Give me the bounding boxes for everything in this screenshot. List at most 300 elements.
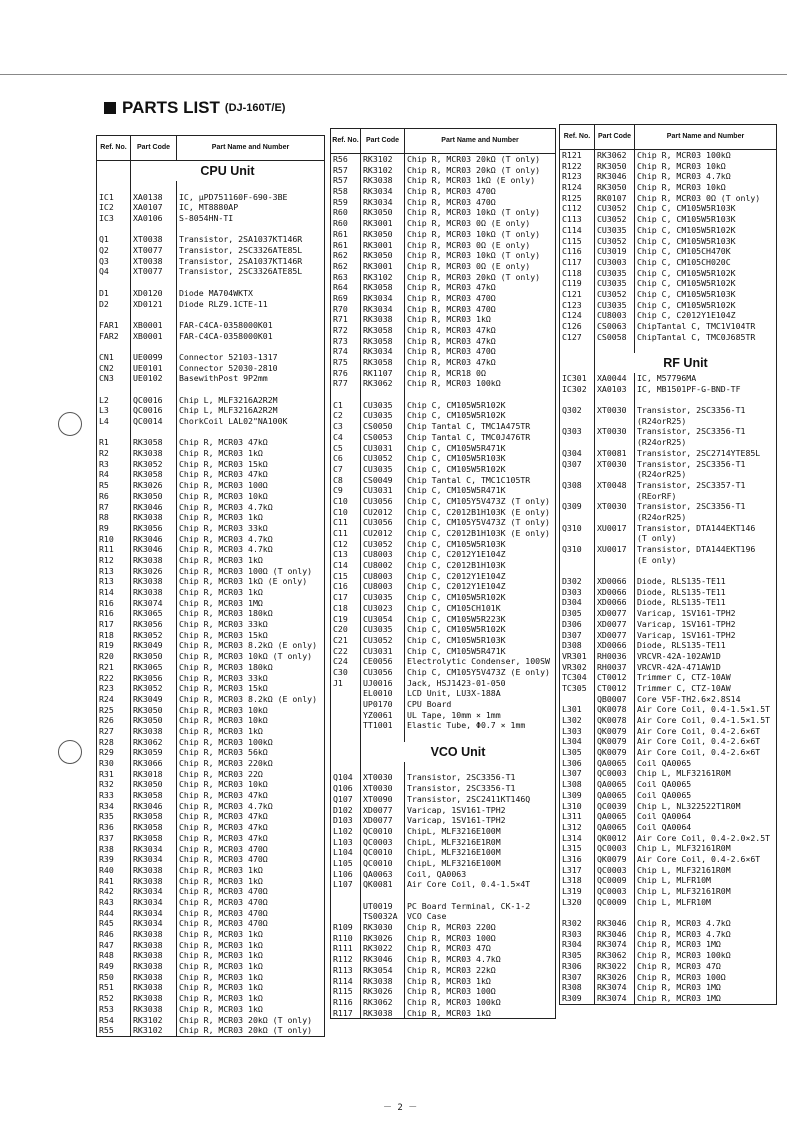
part-name-cell: IC, μPD751160F-690-3BE <box>179 191 288 202</box>
part-name-cell: Transistor, 2SC3356-T1 <box>407 783 516 794</box>
ref-no-cell: R39 <box>97 854 131 865</box>
ref-no-cell: R115 <box>331 986 361 997</box>
part-name-cell: Chip R, MCR03 100Ω <box>407 932 496 943</box>
part-code-cell: RK3058 <box>131 790 177 801</box>
table-row <box>560 587 777 598</box>
ref-no-cell: R26 <box>97 715 131 726</box>
table-row <box>97 854 325 865</box>
part-code-cell: QC0010 <box>361 858 405 869</box>
table-row <box>560 373 777 384</box>
part-code-cell: XD0121 <box>131 299 177 310</box>
part-code-cell: QA0065 <box>595 758 635 769</box>
part-name-cell: Diode, RLS135-TE11 <box>637 597 726 608</box>
parts-table-1 <box>96 135 325 1037</box>
part-code-cell: RK3034 <box>131 854 177 865</box>
part-code-cell: RK3050 <box>361 250 405 261</box>
table-row <box>97 833 325 844</box>
part-code-cell: XD0066 <box>595 576 635 587</box>
part-code-cell: CU3035 <box>361 410 405 421</box>
ref-no-cell: R303 <box>560 929 595 940</box>
part-name-cell: Chip R, MCR03 47kΩ <box>407 335 496 346</box>
table-row <box>560 982 777 993</box>
table-row <box>97 491 325 502</box>
table-row <box>331 901 556 912</box>
table-row <box>560 726 777 737</box>
part-name-cell: Chip R, MCR03 1kΩ <box>407 975 491 986</box>
part-code-cell: RK3059 <box>131 747 177 758</box>
table-row <box>97 972 325 983</box>
ref-no-cell: L317 <box>560 865 595 876</box>
table-row <box>560 161 777 172</box>
ref-no-cell: R37 <box>97 833 131 844</box>
table-row <box>331 710 556 721</box>
table-row <box>331 762 556 773</box>
table-row <box>331 261 556 272</box>
part-code-cell: RK3046 <box>131 544 177 555</box>
ref-no-cell <box>97 341 131 352</box>
table-row <box>331 496 556 507</box>
table-row <box>560 576 777 587</box>
part-name-cell: Chip R, MCR03 22kΩ <box>407 964 496 975</box>
table-row <box>560 843 777 854</box>
part-code-cell: RK3034 <box>361 304 405 315</box>
part-name-cell: Trimmer C, CTZ-10AW <box>637 672 731 683</box>
binder-hole-icon <box>58 740 82 764</box>
ref-no-cell: R16 <box>97 608 131 619</box>
ref-no-cell: L311 <box>560 811 595 822</box>
parts-table-3 <box>559 124 777 1005</box>
table-row <box>560 394 777 405</box>
ref-no-cell: R28 <box>97 737 131 748</box>
part-code-cell: RK3058 <box>131 437 177 448</box>
part-code-cell: XT0030 <box>595 459 635 470</box>
part-name-cell: Chip R, MCR03 8.2kΩ (E only) <box>179 640 318 651</box>
part-code-cell: RK3018 <box>131 769 177 780</box>
part-code-cell: RK3058 <box>361 282 405 293</box>
table-row <box>97 608 325 619</box>
ref-no-cell: R64 <box>331 282 361 293</box>
part-code-cell: CU3035 <box>361 464 405 475</box>
part-name-cell: Air Core Coil, 0.4-2.6×6T <box>637 725 761 736</box>
part-code-cell: RK3074 <box>595 939 635 950</box>
part-code-cell: RK3058 <box>131 833 177 844</box>
part-code-cell: QC0003 <box>595 865 635 876</box>
table-row <box>97 897 325 908</box>
ref-no-cell: L102 <box>331 826 361 837</box>
table-row <box>560 405 777 416</box>
part-name-cell: Chip R, MCR03 10kΩ <box>179 490 268 501</box>
part-name-cell: Transistor, 2SC3356-T1 <box>637 426 746 437</box>
part-name-cell: Varicap, 1SV161-TPH2 <box>637 629 736 640</box>
part-name-cell: Chip R, MCR03 470Ω <box>179 907 268 918</box>
table-row <box>331 869 556 880</box>
part-name-cell: Transistor, 2SC3356-T1 <box>637 458 746 469</box>
ref-no-cell: D305 <box>560 608 595 619</box>
table-row <box>560 811 777 822</box>
table-row <box>560 875 777 886</box>
part-code-cell: RK3038 <box>131 929 177 940</box>
ref-no-cell <box>560 394 595 405</box>
part-name-cell: Air Core Coil, 0.4-2.6×6T <box>637 853 761 864</box>
part-code-cell: RK3056 <box>131 619 177 630</box>
table-row <box>97 715 325 726</box>
part-code-cell <box>361 389 405 400</box>
part-code-cell: CU3054 <box>361 614 405 625</box>
part-code-cell: XT0030 <box>361 772 405 783</box>
part-code-cell <box>131 384 177 395</box>
ref-no-cell: R54 <box>97 1015 131 1026</box>
part-name-cell: Chip C, CM105W5R102K <box>407 624 506 635</box>
part-name-cell: Chip R, MCR03 1MΩ <box>637 939 721 950</box>
part-code-cell: CS0063 <box>595 321 635 332</box>
table-row <box>560 289 777 300</box>
ref-no-cell: R43 <box>97 897 131 908</box>
ref-no-cell: C21 <box>331 635 361 646</box>
part-name-cell: Chip R, MCR03 1kΩ <box>179 993 263 1004</box>
part-name-cell: Chip R, MCR03 100Ω <box>179 480 268 491</box>
part-code-cell <box>595 565 635 576</box>
part-code-cell: RK3038 <box>361 976 405 987</box>
table-row <box>331 560 556 571</box>
part-code-cell: XD0077 <box>595 630 635 641</box>
part-name-cell: Chip R, MCR03 1kΩ <box>179 875 263 886</box>
table-row <box>97 662 325 673</box>
table-row <box>331 997 556 1008</box>
ref-no-cell: R9 <box>97 523 131 534</box>
part-code-cell: RK3038 <box>131 993 177 1004</box>
part-code-cell: RK3038 <box>131 950 177 961</box>
part-name-cell: Chip C, C2012Y1E104Z <box>407 570 506 581</box>
part-code-cell: UP0170 <box>361 699 405 710</box>
part-code-cell: XT0030 <box>595 426 635 437</box>
part-name-cell: Chip C, C2012Y1E104Z <box>407 549 506 560</box>
table-row <box>560 801 777 812</box>
part-name-cell: Chip C, CM105W5R103K <box>637 288 736 299</box>
part-code-cell: RK3050 <box>131 705 177 716</box>
table-row <box>560 886 777 897</box>
table-row <box>97 801 325 812</box>
part-code-cell: CU3056 <box>361 496 405 507</box>
part-code-cell: CU3052 <box>361 539 405 550</box>
table-row <box>97 245 325 256</box>
part-name-cell: Chip R, MCR03 56kΩ <box>179 747 268 758</box>
part-name-cell: Chip R, MCR03 10kΩ (T only) <box>407 228 541 239</box>
table-row <box>331 293 556 304</box>
table-row <box>97 309 325 320</box>
part-code-cell: CT0012 <box>595 683 635 694</box>
table-row <box>97 448 325 459</box>
part-code-cell <box>595 491 635 502</box>
part-name-cell: (REorRF) <box>637 490 677 501</box>
section-spacer <box>97 161 131 182</box>
part-code-cell: QC0003 <box>595 768 635 779</box>
ref-no-cell: FAR2 <box>97 331 131 342</box>
ref-no-cell: C11 <box>331 528 361 539</box>
part-code-cell: YZ0061 <box>361 710 405 721</box>
ref-no-cell: R46 <box>97 929 131 940</box>
ref-no-cell: R123 <box>560 171 595 182</box>
ref-no-cell: R25 <box>97 705 131 716</box>
ref-no-cell: Q304 <box>560 448 595 459</box>
part-name-cell: Chip R, MCR03 470Ω <box>179 843 268 854</box>
part-name-cell: Chip R, MCR03 470Ω <box>179 918 268 929</box>
part-code-cell: RK3038 <box>131 982 177 993</box>
table-row <box>97 705 325 716</box>
table-row <box>97 630 325 641</box>
part-name-cell: Chip R, MCR03 1MΩ <box>637 992 721 1003</box>
part-code-cell: RK3046 <box>595 929 635 940</box>
ref-no-cell <box>331 688 361 699</box>
part-code-cell: RK3065 <box>131 662 177 673</box>
part-name-cell: Chip R, MCR03 33kΩ <box>179 522 268 533</box>
part-name-cell: Chip R, MCR03 1kΩ <box>179 864 263 875</box>
ref-no-cell: CN1 <box>97 352 131 363</box>
table-row <box>97 566 325 577</box>
part-name-cell: Chip C, CM105Y5V473Z (T only) <box>407 495 550 506</box>
ref-no-cell: R12 <box>97 555 131 566</box>
part-name-cell: Chip Tantal C, TMC0J476TR <box>407 431 531 442</box>
part-code-cell: RK3038 <box>361 1008 405 1019</box>
table-row <box>331 688 556 699</box>
table-row <box>97 416 325 427</box>
part-name-cell: Chip R, MCR03 470Ω <box>179 896 268 907</box>
part-name-cell: Varicap, 1SV161-TPH2 <box>637 608 736 619</box>
part-code-cell: RK3052 <box>131 459 177 470</box>
ref-no-cell: R48 <box>97 950 131 961</box>
table-row <box>560 448 777 459</box>
ref-no-cell: R73 <box>331 336 361 347</box>
part-code-cell: RK3046 <box>131 534 177 545</box>
ref-no-cell <box>331 710 361 721</box>
part-name-cell: Air Core Coil, 0.4-1.5×1.5T <box>637 704 771 715</box>
part-name-cell: Chip R, MCR03 10kΩ (T only) <box>407 250 541 261</box>
ref-no-cell: R305 <box>560 950 595 961</box>
ref-no-cell: L106 <box>331 869 361 880</box>
part-code-cell: CU8003 <box>361 571 405 582</box>
part-code-cell: RK3062 <box>595 150 635 161</box>
table-row <box>560 704 777 715</box>
part-code-cell: CU8003 <box>361 549 405 560</box>
part-code-cell: QC0010 <box>361 847 405 858</box>
table-row <box>97 277 325 288</box>
part-code-cell: RK3074 <box>131 598 177 609</box>
part-name-cell: S-8054HN-TI <box>179 213 234 224</box>
part-code-cell: RK3102 <box>361 154 405 165</box>
table-row <box>560 459 777 470</box>
ref-no-cell: L104 <box>331 847 361 858</box>
ref-no-cell: R111 <box>331 943 361 954</box>
table-row <box>560 747 777 758</box>
ref-no-cell: R14 <box>97 587 131 598</box>
part-name-cell: Jack, HSJ1423-01-050 <box>407 677 506 688</box>
part-name-cell: ChipTantal C, TMC0J685TR <box>637 331 756 342</box>
table-row <box>97 982 325 993</box>
part-code-cell: CU2012 <box>361 528 405 539</box>
part-code-cell: RK3058 <box>361 325 405 336</box>
ref-no-cell: FAR1 <box>97 320 131 331</box>
ref-no-cell: L107 <box>331 879 361 890</box>
part-name-cell: Chip R, MCR03 47kΩ <box>179 822 268 833</box>
ref-no-cell: C116 <box>560 246 595 257</box>
table-row <box>560 193 777 204</box>
part-code-cell: XA0044 <box>595 373 635 384</box>
part-name-cell: Transistor, 2SC3356-T1 <box>637 501 746 512</box>
part-name-cell: Chip R, MCR03 1kΩ (E only) <box>407 175 536 186</box>
ref-no-cell: L314 <box>560 833 595 844</box>
table-row <box>97 192 325 203</box>
part-code-cell: RK3066 <box>131 758 177 769</box>
part-code-cell: UE0099 <box>131 352 177 363</box>
parts-table-2 <box>330 128 556 1019</box>
part-name-cell: Chip L, MLF32161R0M <box>637 886 731 897</box>
ref-no-cell <box>331 720 361 731</box>
part-code-cell: UT0019 <box>361 901 405 912</box>
ref-no-cell: C3 <box>331 421 361 432</box>
part-code-cell: RK0107 <box>595 193 635 204</box>
part-code-cell: CU2012 <box>361 507 405 518</box>
ref-no-cell: D1 <box>97 288 131 299</box>
table-row <box>331 378 556 389</box>
ref-no-cell: R44 <box>97 908 131 919</box>
part-code-cell: CS0049 <box>361 475 405 486</box>
part-code-cell: CU3052 <box>595 289 635 300</box>
table-row <box>331 965 556 976</box>
part-name-cell: (E only) <box>637 554 677 565</box>
ref-no-cell: L309 <box>560 790 595 801</box>
part-name-cell: Connector 52103-1317 <box>179 351 278 362</box>
table-row <box>331 475 556 486</box>
ref-no-cell: R58 <box>331 186 361 197</box>
part-code-cell: RK3046 <box>131 502 177 513</box>
part-code-cell: CU3056 <box>361 517 405 528</box>
ref-no-cell: C20 <box>331 624 361 635</box>
ref-no-cell: C30 <box>331 667 361 678</box>
section-spacer <box>331 742 361 762</box>
ref-no-cell: R45 <box>97 918 131 929</box>
ref-no-cell: R38 <box>97 844 131 855</box>
part-name-cell: Coil QA0065 <box>637 757 692 768</box>
part-code-cell: RK3038 <box>361 175 405 186</box>
ref-no-cell: D102 <box>331 805 361 816</box>
part-name-cell: Chip R, MCR03 1kΩ <box>179 587 263 598</box>
part-name-cell: Chip C, CM105W5R471K <box>407 485 506 496</box>
part-name-cell: Varicap, 1SV161-TPH2 <box>407 804 506 815</box>
table-row <box>97 598 325 609</box>
table-row <box>97 266 325 277</box>
part-code-cell: RK3038 <box>131 555 177 566</box>
table-row <box>560 236 777 247</box>
part-code-cell: CU3031 <box>361 646 405 657</box>
ref-no-cell: C18 <box>331 603 361 614</box>
part-name-cell: Chip R, MCR03 20kΩ (T only) <box>407 271 541 282</box>
ref-no-cell: TC305 <box>560 683 595 694</box>
table-row <box>331 368 556 379</box>
part-code-cell: XT0077 <box>131 266 177 277</box>
header-part-code: Part Code <box>595 125 635 150</box>
part-name-cell: Diode MA704WKTX <box>179 287 253 298</box>
part-name-cell: Chip R, MCR03 220Ω <box>407 922 496 933</box>
ref-no-cell: C124 <box>560 310 595 321</box>
ref-no-cell <box>331 890 361 901</box>
part-name-cell: Chip R, MCR03 4.7kΩ <box>637 928 731 939</box>
part-name-cell: Air Core Coil, 0.4-2.0×2.5T <box>637 832 771 843</box>
part-name-cell: Air Core Coil, 0.4-2.6×6T <box>637 736 761 747</box>
part-name-cell: Chip R, MCR18 0Ω <box>407 367 486 378</box>
header-part-code: Part Code <box>131 136 177 161</box>
part-name-cell: ChipTantal C, TMC1V104TR <box>637 321 756 331</box>
part-name-cell: Chip R, MCR03 8.2kΩ (E only) <box>179 693 318 704</box>
table-row <box>560 929 777 940</box>
ref-no-cell: R110 <box>331 933 361 944</box>
part-code-cell: RK3034 <box>131 908 177 919</box>
part-name-cell <box>405 890 556 901</box>
part-code-cell: RK3038 <box>131 448 177 459</box>
ref-no-cell: C10 <box>331 507 361 518</box>
ref-no-cell: Q2 <box>97 245 131 256</box>
part-code-cell <box>595 533 635 544</box>
table-row <box>331 336 556 347</box>
ref-no-cell: Q310 <box>560 544 595 555</box>
ref-no-cell: R4 <box>97 469 131 480</box>
part-name-cell: Chip C, CM105W5R103K <box>637 214 736 225</box>
part-code-cell: QA0065 <box>595 822 635 833</box>
ref-no-cell <box>560 694 595 705</box>
ref-no-cell: D303 <box>560 587 595 598</box>
part-code-cell: XD0066 <box>595 597 635 608</box>
ref-no-cell: VR301 <box>560 651 595 662</box>
ref-no-cell: L303 <box>560 726 595 737</box>
table-row <box>560 683 777 694</box>
table-row <box>331 517 556 528</box>
part-code-cell: QA0065 <box>595 790 635 801</box>
part-code-cell: RK3022 <box>595 961 635 972</box>
part-name-cell: Chip R, MCR03 47kΩ <box>179 437 268 448</box>
part-code-cell: XU0017 <box>595 544 635 555</box>
part-name-cell: Transistor, 2SA1037KT146R <box>179 255 303 266</box>
part-code-cell: RK3062 <box>595 950 635 961</box>
ref-no-cell: R7 <box>97 502 131 513</box>
part-name-cell: Chip C, CM105Y5V473Z (T only) <box>407 517 550 528</box>
table-row <box>331 571 556 582</box>
table-row <box>97 459 325 470</box>
part-code-cell: CU3035 <box>595 278 635 289</box>
table-row <box>560 736 777 747</box>
part-code-cell: QK0079 <box>595 854 635 865</box>
table-row <box>331 986 556 997</box>
table-row <box>331 815 556 826</box>
part-name-cell: Varicap, 1SV161-TPH2 <box>637 618 736 629</box>
part-name-cell: Chip C, CM105W5R471K <box>407 442 506 453</box>
table-row <box>560 268 777 279</box>
ref-no-cell: D302 <box>560 576 595 587</box>
table-row <box>560 961 777 972</box>
part-name-cell: IC, MB1501PF-G-BND-TF <box>637 383 741 394</box>
part-code-cell: RK3062 <box>361 378 405 389</box>
part-code-cell: RH0036 <box>595 651 635 662</box>
part-name-cell: Coil QA0065 <box>637 789 692 800</box>
part-name-cell: Chip L, NL322522T1R0M <box>637 800 741 811</box>
ref-no-cell: R24 <box>97 694 131 705</box>
ref-no-cell: R22 <box>97 673 131 684</box>
ref-no-cell: Q107 <box>331 794 361 805</box>
table-row <box>560 182 777 193</box>
section-header-row <box>560 353 777 373</box>
part-code-cell <box>595 555 635 566</box>
table-row <box>97 384 325 395</box>
part-name-cell: Chip C, CM105W5R102K <box>637 267 736 278</box>
ref-no-cell: R71 <box>331 314 361 325</box>
part-name-cell: Chip L, MLFR10M <box>637 896 711 907</box>
